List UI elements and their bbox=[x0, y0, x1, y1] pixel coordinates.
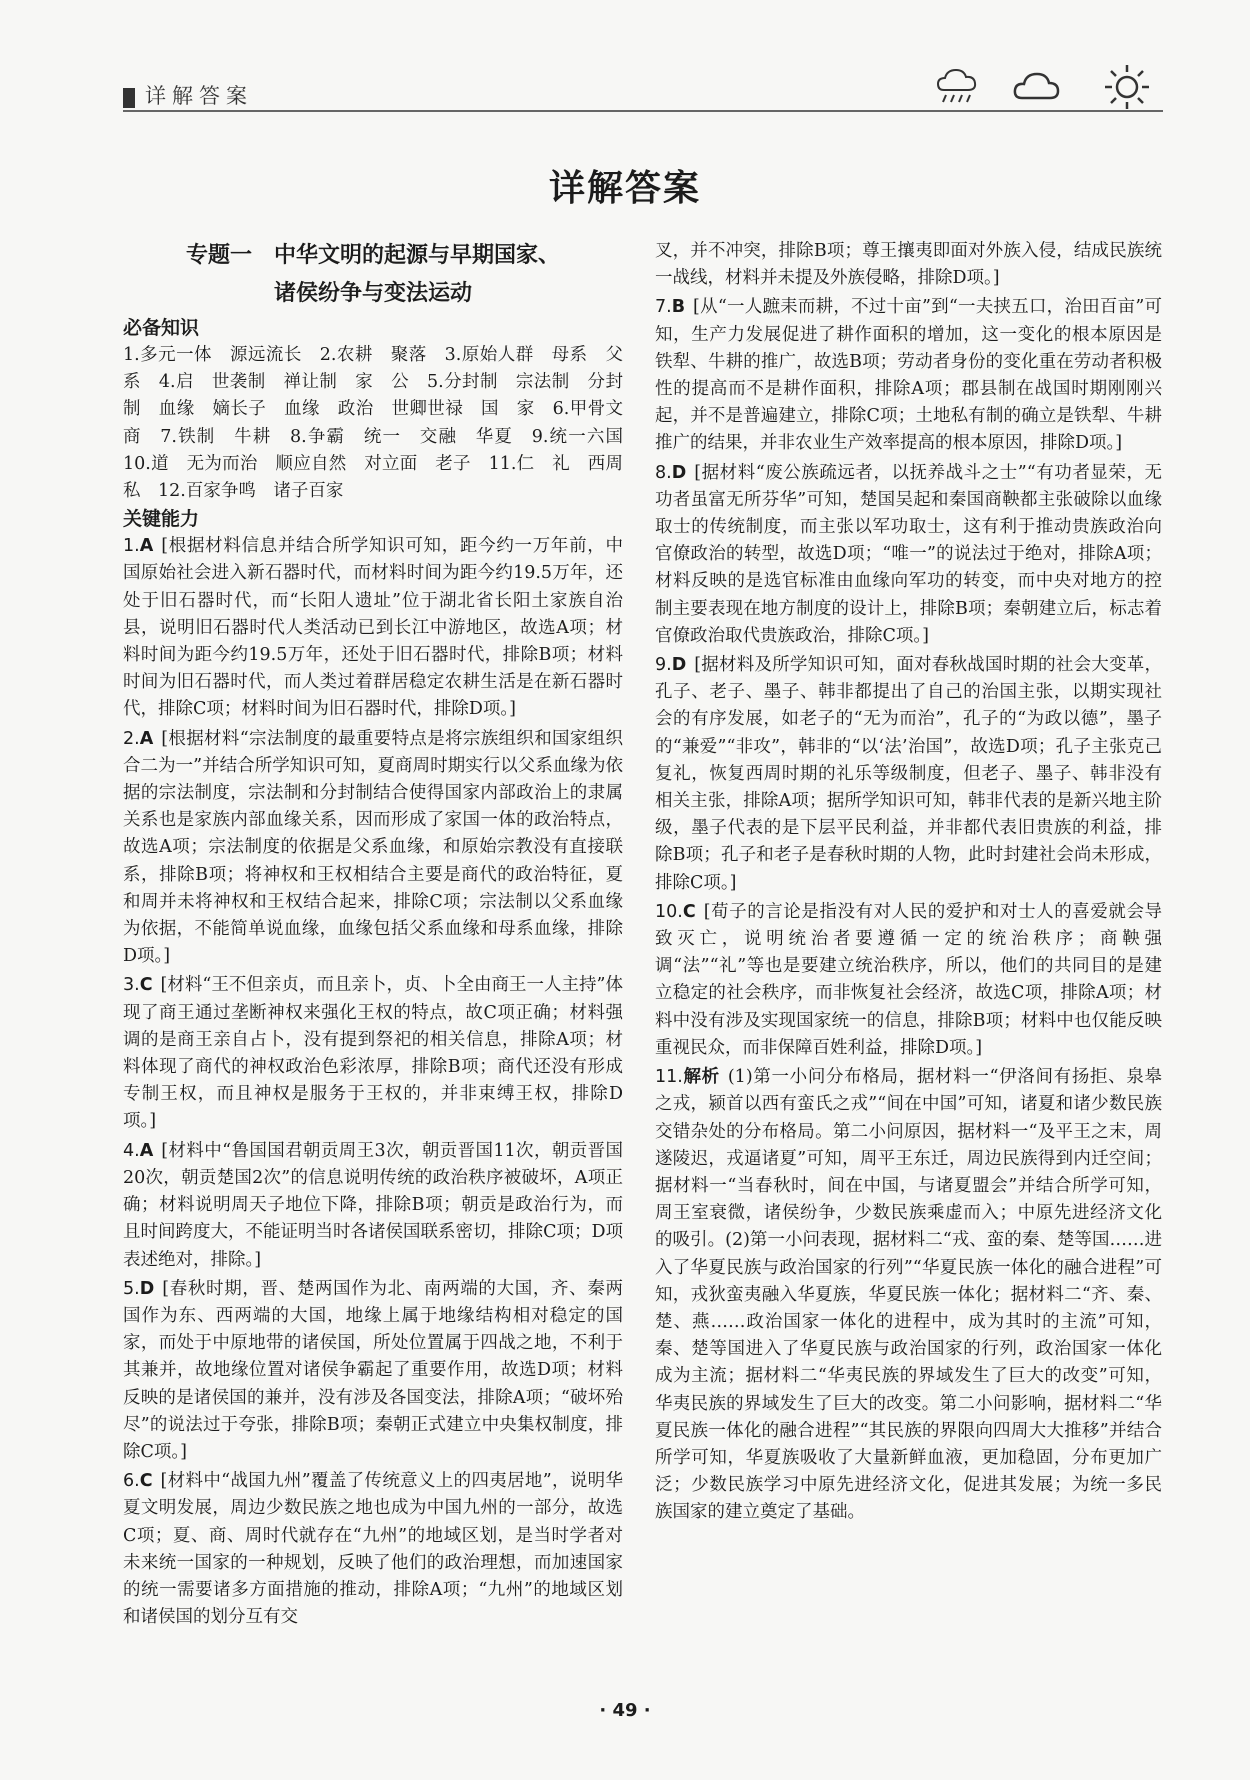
header-rule bbox=[123, 110, 1163, 112]
section-title-line1: 专题一 中华文明的起源与早期国家、 bbox=[185, 243, 560, 268]
answer-explanation: [据材料及所学知识可知，面对春秋战国时期的社会大变革，孔子、老子、墨子、韩非都提出了自己的治国主张，以期实现社会的有序发展，如老子的“无为而治”，孔子的“为政以德”，墨子的“兼爱”“非攻”，韩非的“以‘法’治国”，故选D项；孔子主张克己复礼，恢复西周时期的礼乐等级制度，但老子、墨子、韩非没有相关主张，排除A项；据所学知识可知，韩非代表的是新兴地主阶级，墨子代表的是下层平民利益，并非都代表旧贵族的利益，排除B项；孔子和老子是春秋时期的人物，此时封建社会尚未形成，排除C项。] bbox=[655, 655, 1162, 893]
answer-letter: C bbox=[139, 1471, 153, 1492]
answer-number: 6. bbox=[123, 1471, 140, 1492]
answer-letter: D bbox=[139, 1278, 155, 1299]
answer-number: 10. bbox=[655, 901, 683, 922]
answer-number: 1. bbox=[123, 536, 140, 557]
answer-item bbox=[123, 1138, 623, 1274]
must-know-text: 1.多元一体 源远流长 2.农耕 聚落 3.原始人群 母系 父系 4.启 世袭制 禅让制 家 公 5.分封制 宗法制 分封制 血缘 嫡长子 血缘 政治 世卿世禄 国 家 6.甲骨文 商 7.铁制 牛耕 8.争霸 统一 交融 华夏 9.统一六国 10.道 无为而治 顺应自然 对立面 老子 11.仁 礼 西周 私 12.百家争鸣 诸子百家 bbox=[123, 345, 641, 502]
answer-explanation: [材料“王不但亲贞，而且亲卜，贞、卜全由商王一人主持”体现了商王通过垄断神权来强化王权的特点，故C项正确；材料强调的是商王亲自占卜，没有提到祭祀的相关信息，排除A项；材料体现了商代的神权政治色彩浓厚，排除B项；商代还没有形成专制王权，而且神权是服务于王权的，并非束缚王权，排除D项。] bbox=[123, 975, 623, 1132]
answer-item bbox=[655, 294, 1162, 457]
answer-continuation: 叉，并不冲突，排除B项；尊王攘夷即面对外族入侵，结成民族统一战线，材料并未提及外族侵略，排除D项。] bbox=[655, 241, 1162, 289]
page-number: · 49 · bbox=[599, 1700, 651, 1721]
answer-number: 11. bbox=[655, 1067, 683, 1088]
answer-letter: C bbox=[139, 975, 153, 996]
answer-item bbox=[655, 460, 1162, 650]
answer-letter: B bbox=[671, 297, 686, 318]
answer-letter: A bbox=[139, 536, 154, 557]
answer-letter: A bbox=[139, 728, 154, 749]
answer-number: 3. bbox=[123, 975, 140, 996]
answer-item bbox=[123, 533, 623, 723]
answer-letter: D bbox=[671, 462, 687, 483]
answer-item bbox=[123, 972, 623, 1135]
answer-letter: C bbox=[682, 901, 696, 922]
answer-explanation: [材料中“战国九州”覆盖了传统意义上的四夷居地”，说明华夏文明发展，周边少数民族之地也成为中国九州的一部分，故选C项；夏、商、周时代就存在“九州”的地域区划，是当时学者对未来统一国家的一种规划，反映了他们的政治理想，而加速国家的统一需要诸多方面措施的推动，排除A项；“九州”的地域区划和诸侯国的划分互有交 bbox=[123, 1471, 623, 1628]
answer-item bbox=[123, 1468, 623, 1631]
right-column bbox=[655, 238, 1162, 1529]
key-ability-heading: 关键能力 bbox=[123, 508, 200, 531]
answer-explanation: [从“一人蹠耒而耕，不过十亩”到“一夫挟五口，治田百亩”可知，生产力发展促进了耕作面积的增加，这一变化的根本原因是铁犁、牛耕的推广，故选B项；劳动者身份的变化重在劳动者积极性的提高而不是耕作面积，排除A项；郡县制在战国时期刚刚兴起，并不是普遍建立，排除C项；土地私有制的确立是铁犁、牛耕推广的结果，并非农业生产效率提高的根本原因，排除D项。] bbox=[655, 297, 1162, 454]
answer-item bbox=[655, 899, 1162, 1062]
answer-explanation: [春秋时期，晋、楚两国作为北、南两端的大国，齐、秦两国作为东、西两端的大国，地缘上属于地缘结构相对稳定的国家，而处于中原地带的诸侯国，所处位置属于四战之地，不利于其兼并，故地缘位置对诸侯争霸起了重要作用，故选D项；材料反映的是诸侯国的兼并，没有涉及各国变法，排除A项；“破坏殆尽”的说法过于夸张，排除B项；秦朝正式建立中央集权制度，排除C项。] bbox=[123, 1278, 623, 1462]
answer-explanation: [根据材料信息并结合所学知识可知，距今约一万年前，中国原始社会进入新石器时代，而材料时间为距今约19.5万年，还处于旧石器时代，而“长阳人遗址”位于湖北省长阳土家族自治县，说明旧石器时代人类活动已到长江中游地区，故选A项；材料时间为距今约19.5万年，还处于旧石器时代，排除B项；材料时间为旧石器时代，而人类过着群居稳定农耕生活是在新石器时代，排除C项；材料时间为旧石器时代，排除D项。] bbox=[123, 536, 623, 720]
answer-letter: D bbox=[671, 655, 687, 676]
answer-letter: A bbox=[139, 1140, 154, 1161]
must-know-heading: 必备知识 bbox=[123, 317, 200, 339]
answer-explanation: [据材料“废公族疏远者，以抚养战斗之士”“有功者显荣，无功者虽富无所芬华”可知，楚国吴起和秦国商鞅都主张破除以血缘取士的传统制度，而主张以军功取士，这有利于推动贵族政治向官僚政治的转型，故选D项；“唯一”的说法过于绝对，排除A项；材料反映的是选官标准由血缘向军功的转变，而中央对地方的控制主要表现在地方制度的设计上，排除B项；秦朝建立后，标志着官僚政治取代贵族政治，排除C项。] bbox=[655, 462, 1162, 646]
answer-number: 7. bbox=[655, 297, 672, 318]
answer-letter: 解析 bbox=[682, 1067, 720, 1088]
section-title-line2: 诸侯纷争与变法运动 bbox=[273, 281, 472, 306]
answer-item bbox=[123, 726, 623, 971]
answer-explanation: [材料中“鲁国国君朝贡周王3次，朝贡晋国11次，朝贡晋国20次，朝贡楚国2次”的信息说明传统的政治秩序被破坏，A项正确；材料说明周天子地位下降，排除B项；朝贡是政治行为，而且时间跨度大，不能证明当时各诸侯国联系密切，排除C项；D项表述绝对，排除。] bbox=[123, 1140, 623, 1270]
answer-number: 2. bbox=[123, 728, 140, 749]
header-marker bbox=[123, 88, 135, 108]
cloud-icon bbox=[1010, 60, 1064, 114]
rain-cloud-icon bbox=[930, 60, 984, 114]
answer-item bbox=[123, 1276, 623, 1466]
answer-number: 4. bbox=[123, 1140, 140, 1161]
left-column bbox=[123, 238, 641, 1633]
answer-item bbox=[655, 652, 1162, 897]
answer-explanation: [根据材料“宗法制度的最重要特点是将宗族组织和国家组织合二为一”并结合所学知识可知，夏商周时期实行以父系血缘为依据的宗法制度，宗法制和分封制结合使得国家内部政治上的隶属关系也是家族内部血缘关系，因而形成了家国一体的政治特点，故选A项；宗法制度的依据是父系血缘，和原始宗教没有直接联系，排除B项；将神权和王权相结合主要是商代的政治特征，夏和周并未将神权和王权结合起来，排除C项；宗法制以父系血缘为依据，不能简单说血缘，血缘包括父系血缘和母系血缘，排除D项。] bbox=[123, 728, 623, 967]
sun-icon bbox=[1100, 60, 1154, 114]
answer-number: 5. bbox=[123, 1278, 140, 1299]
page-title: 详解答案 bbox=[548, 168, 701, 209]
answer-number: 9. bbox=[655, 655, 672, 676]
answer-item bbox=[655, 1064, 1162, 1526]
answer-number: 8. bbox=[655, 462, 672, 483]
running-title: 详解答案 bbox=[145, 84, 253, 108]
answer-explanation: (1)第一小问分布格局，据材料一“伊洛间有扬拒、泉皋之戎，颍首以西有蛮氏之戎”“间在中国”可知，诸夏和诸少数民族交错杂处的分布格局。第二小问原因，据材料一“及平王之末，周遂陵迟，戎逼诸夏”可知，周平王东迁，周边民族得到内迁空间；据材料一“当春秋时，间在中国，与诸夏盟会”并结合所学可知，周王室衰微，诸侯纷争，少数民族乘虚而入；中原先进经济文化的吸引。(2)第一小问表现，据材料二“戎、蛮的秦、楚等国……进入了华夏民族与政治国家的行列”“华夏民族一体化的融合进程”可知，戎狄蛮夷融入华夏族，华夏民族一体化；据材料二“齐、秦、楚、燕……政治国家一体化的进程中，成为其时的主流”可知，秦、楚等国进入了华夏民族与政治国家的行列，政治国家一体化成为主流；据材料二“华夷民族的界域发生了巨大的改变”可知，华夷民族的界域发生了巨大的改变。第二小问影响，据材料二“华夏民族一体化的融合进程”“其民族的界限向四周大大推移”并结合所学可知，华夏族吸收了大量新鲜血液，更加稳固，分布更加广泛；少数民族学习中原先进经济文化，促进其发展；为统一多民族国家的建立奠定了基础。 bbox=[655, 1067, 1163, 1523]
answer-explanation: [荀子的言论是指没有对人民的爱护和对士人的喜爱就会导致灭亡，说明统治者要遵循一定的统治秩序；商鞅强调“法”“礼”等也是要建立统治秩序，所以，他们的共同目的是建立稳定的社会秩序，而非恢复社会经济，故选C项，排除A项；材料中没有涉及实现国家统一的信息，排除B项；材料中也仅能反映重视民众，而非保障百姓利益，排除D项。] bbox=[655, 901, 1162, 1058]
